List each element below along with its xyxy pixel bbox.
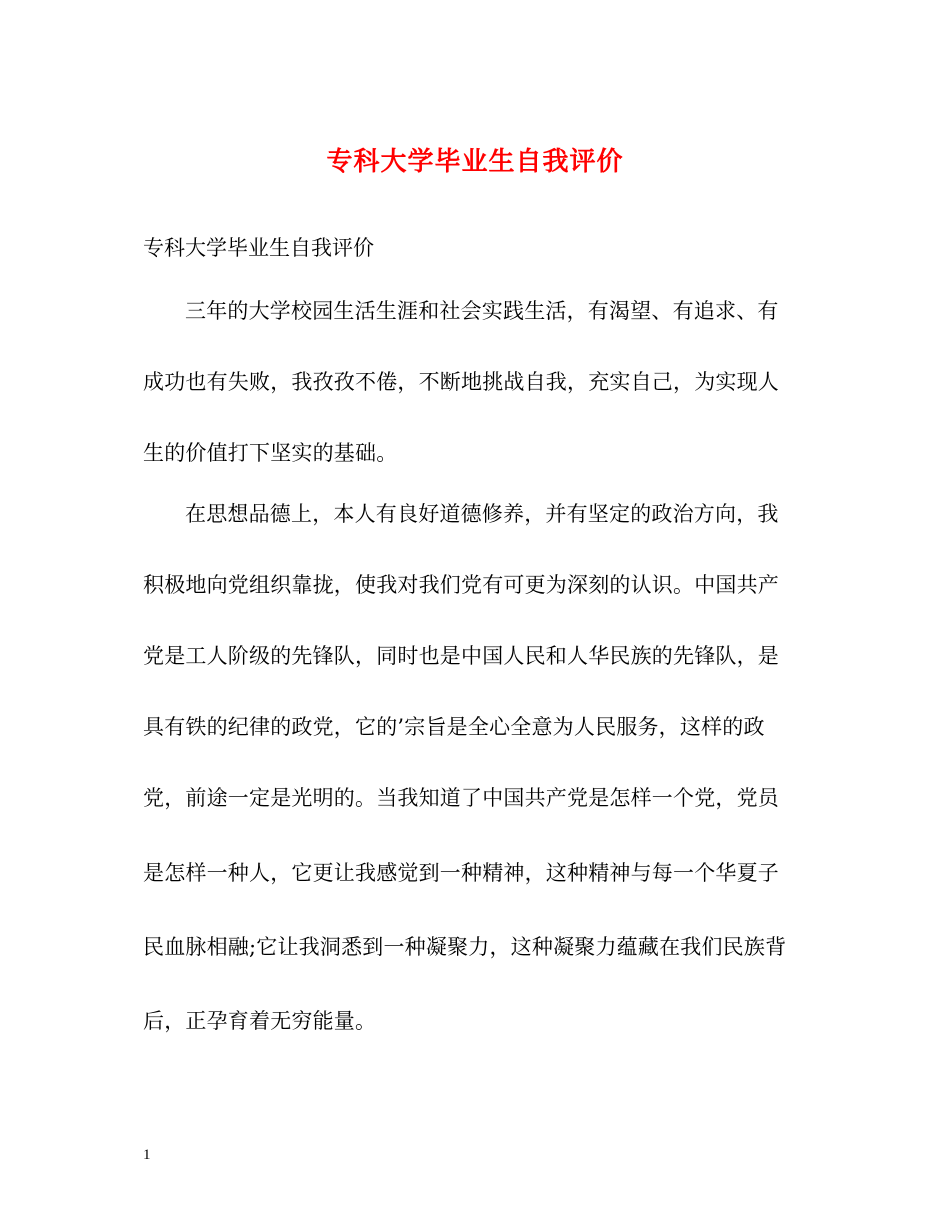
paragraph-2-line-4: 具有铁的纪律的政党，它的’宗旨是全心全意为人民服务，这样的政 (143, 715, 765, 739)
paragraph-2-line-3: 党是工人阶级的先锋队，同时也是中国人民和人华民族的先锋队，是 (143, 644, 779, 668)
document-subtitle: 专科大学毕业生自我评价 (143, 236, 374, 260)
paragraph-2-line-1: 在思想品德上，本人有良好道德修养，并有坚定的政治方向，我 (185, 502, 779, 526)
paragraph-2-line-6: 是怎样一种人，它更让我感觉到一种精神，这种精神与每一个华夏子 (143, 861, 779, 885)
page-number: 1 (143, 1147, 151, 1163)
paragraph-1-line-1: 三年的大学校园生活生涯和社会实践生活，有渴望、有追求、有 (185, 299, 779, 323)
paragraph-2-line-5: 党，前途一定是光明的。当我知道了中国共产党是怎样一个党，党员 (143, 786, 779, 810)
paragraph-1-line-2: 成功也有失败，我孜孜不倦，不断地挑战自我，充实自己，为实现人 (143, 370, 779, 394)
paragraph-2-line-2: 积极地向党组织靠拢，使我对我们党有可更为深刻的认识。中国共产 (143, 573, 779, 597)
paragraph-2-line-8: 后，正孕育着无穷能量。 (143, 1009, 377, 1033)
document-title: 专科大学毕业生自我评价 (326, 147, 624, 177)
paragraph-1-line-3: 生的价值打下坚实的基础。 (143, 441, 398, 465)
paragraph-2-line-7: 民血脉相融;它让我洞悉到一种凝聚力，这种凝聚力蕴藏在我们民族背 (143, 935, 787, 959)
